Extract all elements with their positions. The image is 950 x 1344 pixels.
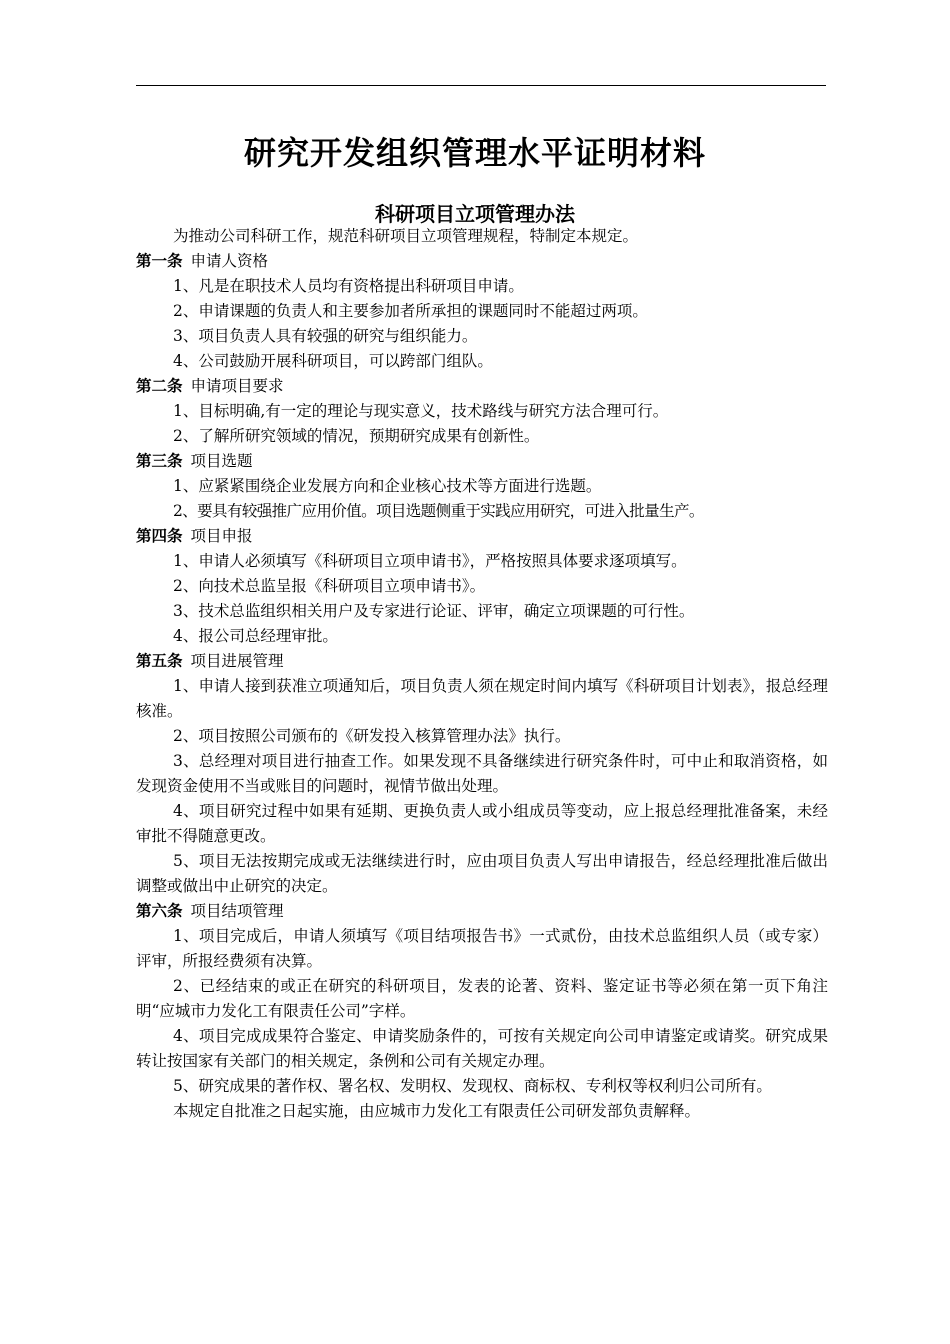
article-2-heading: [136, 374, 828, 399]
document-body: [136, 224, 828, 1124]
main-title: 研究开发组织管理水平证明材料: [243, 134, 706, 172]
article-4-heading: [136, 524, 828, 549]
article-6-item-3: 4、项目完成成果符合鉴定、申请奖励条件的，可按有关规定向公司申请鉴定或请奖。研究成果转让按国家有关部门的相关规定，条例和公司有关规定办理。: [136, 1027, 828, 1070]
article-5-item-4: 4、项目研究过程中如果有延期、更换负责人或小组成员等变动，应上报总经理批准备案，未经审批不得随意更改。: [136, 802, 828, 845]
header-rule: [136, 85, 826, 86]
intro-paragraph: 为推动公司科研工作，规范科研项目立项管理规程，特制定本规定。: [173, 227, 639, 245]
article-5-item-1: 1、申请人接到获准立项通知后，项目负责人须在规定时间内填写《科研项目计划表》，报总经理核准。: [136, 677, 828, 720]
article-5-item-2: 2、项目按照公司颁布的《研发投入核算管理办法》执行。: [173, 727, 571, 745]
article-title: 申请项目要求: [190, 377, 284, 395]
article-number: 第二条: [136, 377, 183, 395]
sub-title: 科研项目立项管理办法: [375, 202, 575, 226]
article-1-item-3: 3、项目负责人具有较强的研究与组织能力。: [173, 327, 478, 345]
article-title: 项目进展管理: [190, 652, 284, 670]
article-5-item-5: 5、项目无法按期完成或无法继续进行时，应由项目负责人写出申请报告，经总经理批准后做出调整或做出中止研究的决定。: [136, 852, 828, 895]
article-4-item-3: 3、技术总监组织相关用户及专家进行论证、评审，确定立项课题的可行性。: [173, 602, 695, 620]
article-2-item-1: 1、目标明确,有一定的理论与现实意义，技术路线与研究方法合理可行。: [173, 402, 669, 420]
article-title: 项目选题: [190, 452, 253, 470]
article-title: 项目结项管理: [190, 902, 284, 920]
article-1-heading: [136, 249, 828, 274]
article-2-item-2: 2、了解所研究领域的情况，预期研究成果有创新性。: [173, 427, 540, 445]
article-3-item-2: 2、要具有较强推广应用价值。项目选题侧重于实践应用研究，可进入批量生产。: [173, 502, 704, 520]
article-4-item-4: 4、报公司总经理审批。: [173, 627, 338, 645]
article-title: 申请人资格: [190, 252, 269, 270]
closing-paragraph: 本规定自批准之日起实施，由应城市力发化工有限责任公司研发部负责解释。: [173, 1102, 701, 1120]
article-number: 第六条: [136, 902, 183, 920]
article-number: 第五条: [136, 652, 183, 670]
article-4-item-1: 1、申请人必须填写《科研项目立项申请书》，严格按照具体要求逐项填写。: [173, 552, 687, 570]
article-title: 项目申报: [190, 527, 253, 545]
article-6-item-2: 2、已经结束的或正在研究的科研项目，发表的论著、资料、鉴定证书等必须在第一页下角注明“应城市力发化工有限责任公司”字样。: [136, 977, 828, 1020]
article-4-item-2: 2、向技术总监呈报《科研项目立项申请书》。: [173, 577, 486, 595]
article-1-item-1: 1、凡是在职技术人员均有资格提出科研项目申请。: [173, 277, 524, 295]
article-1-item-4: 4、公司鼓励开展科研项目，可以跨部门组队。: [173, 352, 493, 370]
article-6-item-1: 1、项目完成后，申请人须填写《项目结项报告书》一式贰份，由技术总监组织人员（或专家）评审，所报经费须有决算。: [136, 927, 828, 970]
article-3-item-1: 1、应紧紧围绕企业发展方向和企业核心技术等方面进行选题。: [173, 477, 602, 495]
article-5-item-3: 3、总经理对项目进行抽查工作。如果发现不具备继续进行研究条件时，可中止和取消资格，如发现资金使用不当或账目的问题时，视情节做出处理。: [136, 752, 828, 795]
article-3-heading: [136, 449, 828, 474]
article-number: 第三条: [136, 452, 183, 470]
article-6-heading: [136, 899, 828, 924]
article-5-heading: [136, 649, 828, 674]
article-number: 第一条: [136, 252, 183, 270]
article-6-item-4: 5、研究成果的著作权、署名权、发明权、发现权、商标权、专利权等权利归公司所有。: [173, 1077, 772, 1095]
article-number: 第四条: [136, 527, 183, 545]
article-1-item-2: 2、申请课题的负责人和主要参加者所承担的课题同时不能超过两项。: [173, 302, 648, 320]
